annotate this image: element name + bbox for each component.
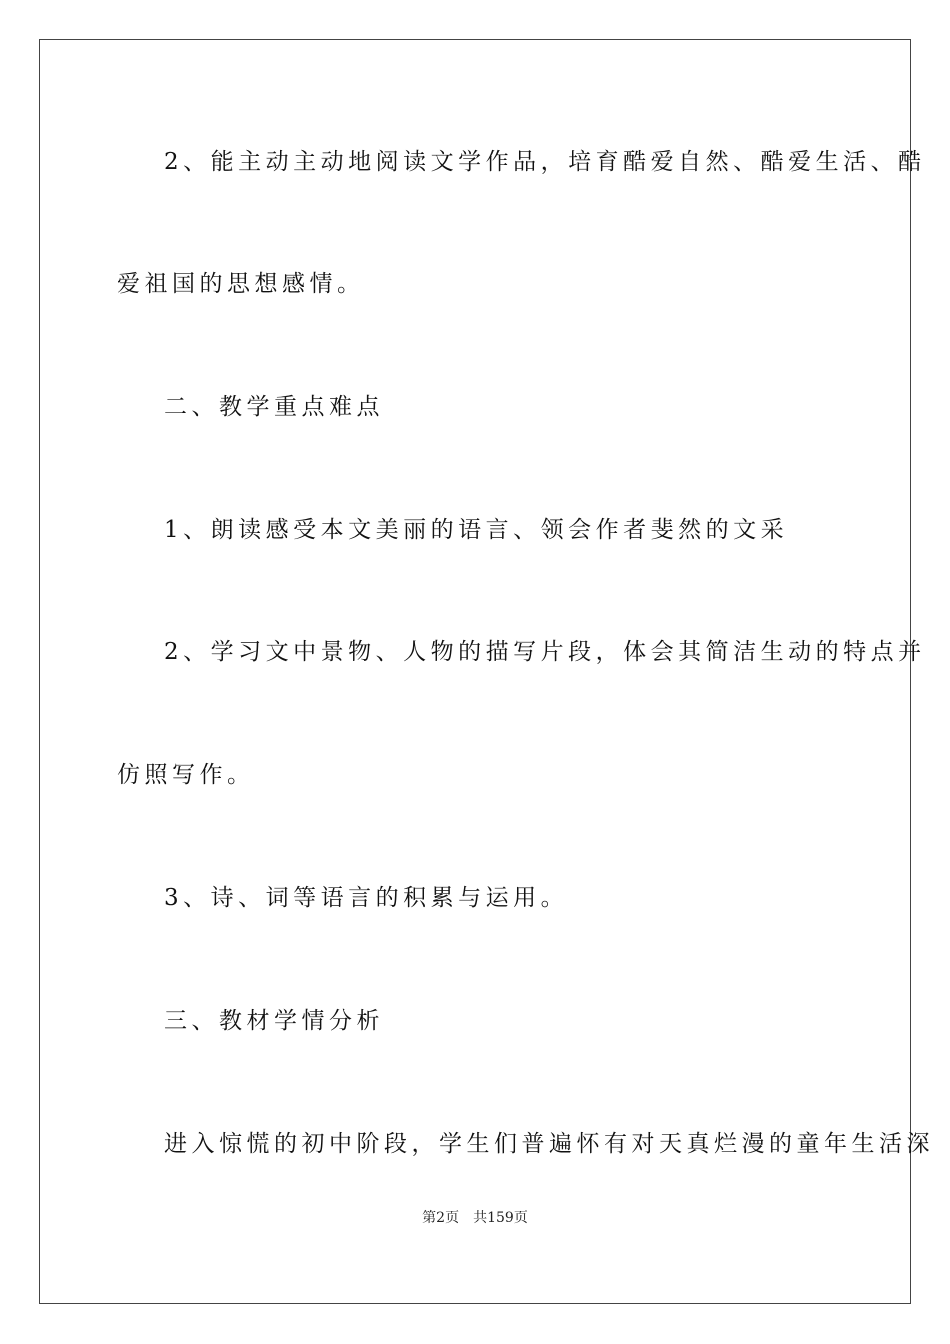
- paragraph-line: 仿照写作。: [117, 762, 255, 788]
- page-frame: [39, 39, 934, 1304]
- section-heading: 二、教学重点难点: [164, 394, 384, 420]
- paragraph-line: 1、朗读感受本文美丽的语言、领会作者斐然的文采: [164, 517, 789, 543]
- page-total: 共159页: [473, 1210, 528, 1226]
- section-heading: 三、教材学情分析: [164, 1008, 384, 1034]
- paragraph-line: 3、诗、词等语言的积累与运用。: [164, 885, 569, 911]
- page-number: 第2页: [422, 1210, 460, 1226]
- paragraph-line: 爱祖国的思想感情。: [117, 271, 365, 297]
- paragraph-line: 进入惊慌的初中阶段，学生们普遍怀有对天真烂漫的童年生活深: [164, 1131, 934, 1157]
- paragraph-line: 2、能主动主动地阅读文学作品，培育酷爱自然、酷爱生活、酷: [164, 149, 926, 175]
- paragraph-line: 2、学习文中景物、人物的描写片段，体会其简洁生动的特点并: [164, 639, 926, 665]
- page-footer: [0, 1207, 950, 1227]
